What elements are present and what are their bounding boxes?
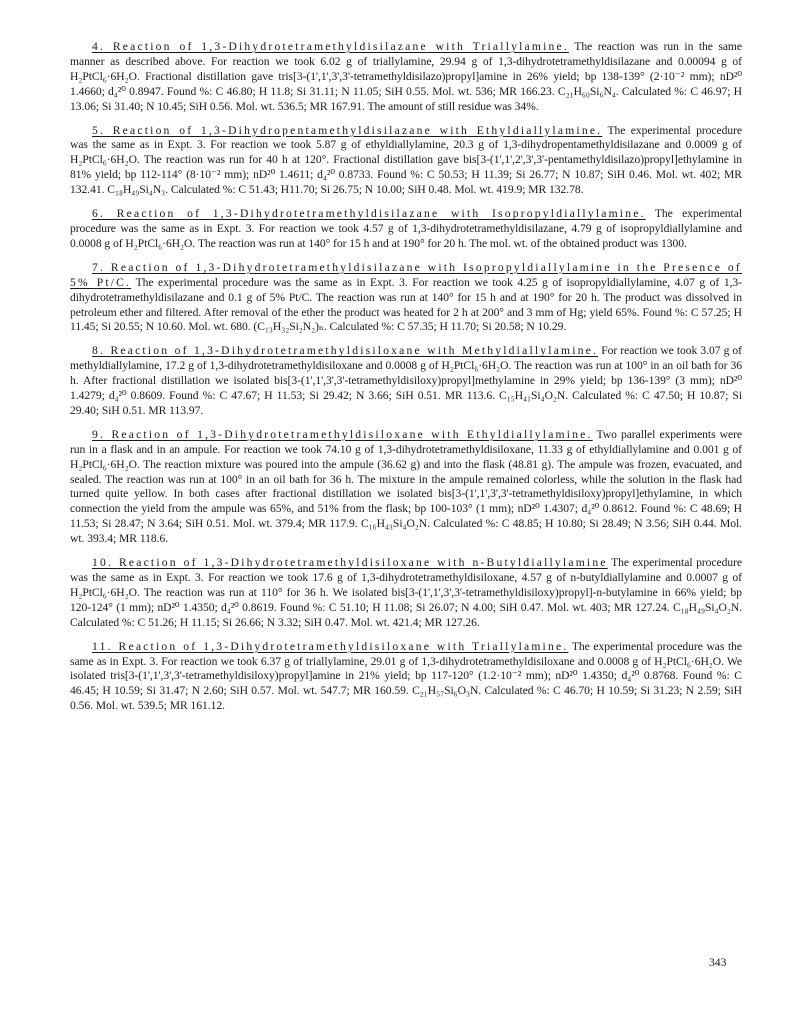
experiment-11-paragraph	[70, 640, 742, 715]
experiment-11-body: The experimental procedure was the same as in Expt. 3. For reaction we took 6.37 g of triallylamine, 29.01 g of 1,3-dihydrotetramethyldisiloxane and 0.0008 g of H₂PtCl₆·6H₂O. We isolated tris[3-(1',1',3',3'-tetramethyldisiloxy)propyl]amine in 21% yield; bp 117-120° (1.2·10⁻² mm); nD²⁰ 1.4350; d₄²⁰ 0.8768. Found %: C 46.45; H 10.59; Si 31.47; N 2.60; SiH 0.57. Mol. wt. 547.7; MR 160.59. C₂₁H₅₇Si₆O₃N. Calculated %: C 46.70; H 10.59; Si 31.23; N 2.59; SiH 0.56. Mol. wt. 539.5; MR 161.12.	[70, 639, 742, 713]
experiment-8-paragraph	[70, 344, 742, 419]
experiment-9-heading: 9. Reaction of 1,3-Dihydrotetramethyldisiloxane with Ethyldiallylamine.	[92, 427, 593, 441]
page-number: 343	[709, 956, 727, 969]
experiment-5-body: The experimental procedure was the same as in Expt. 3. For reaction we took 5.87 g of ethyldiallylamine, 20.3 g of 1,3-dihydropentamethyldisilazane and 0.0009 g of H₂PtCl₆·6H₂O. The reaction was run for 40 h at 120°. Fractional distillation gave bis[3-(1',1',2',3',3'-pentamethyldisilazo)propyl]ethylamine in 81% yield; bp 112-114° (8·10⁻² mm); nD²⁰ 1.4611; d₄²⁰ 0.8733. Found %: C 50.53; H 11.39; Si 26.77; N 10.87; SiH 0.46. Mol. wt. 402; MR 132.41. C₁₈H₄₉Si₄N₃. Calculated %: C 51.43; H11.70; Si 26.75; N 10.00; SiH 0.48. Mol. wt. 419.9; MR 132.78.	[70, 123, 742, 197]
experiment-11-heading: 11. Reaction of 1,3-Dihydrotetramethyldisiloxane with Triallylamine.	[92, 639, 569, 653]
experiment-5-heading: 5. Reaction of 1,3-Dihydropentamethyldisilazane with Ethyldiallylamine.	[92, 123, 603, 137]
experiment-10-paragraph	[70, 556, 742, 631]
experiment-4-body: The reaction was run in the same manner as described above. For reaction we took 6.02 g of triallylamine, 29.94 g of 1,3-dihydrotetramethyldisilazane and 0.00094 g of H₂PtCl₆·6H₂O. Fractional distillation gave tris[3-(1',1',3',3'-tetramethyldisilazo)propyl]amine in 26% yield; bp 138-139° (2·10⁻² mm); nD²⁰ 1.4660; d₄²⁰ 0.8947. Found %: C 46.80; H 11.8; Si 31.11; N 11.05; SiH 0.55. Mol. wt. 536; MR 166.23. C₂₁H₆₀Si₆N₄. Calculated %: C 46.97; H 13.06; Si 31.40; N 10.45; SiH 0.56. Mol. wt. 536.5; MR 167.91. The amount of still residue was 34%.	[70, 40, 743, 113]
experiment-9-paragraph	[70, 428, 742, 547]
experiment-8-body: For reaction we took 3.07 g of methyldiallylamine, 17.2 g of 1,3-dihydrotetramethyldisiloxane and 0.0008 g of H₂PtCl₆·6H₂O. The reaction was run at 100° in an oil bath for 36 h. After fractional distillation we isolated bis[3-(1',1',3',3'-tetramethyldisiloxy)propyl]methylamine in 29% yield; bp 136-139° (3 mm); nD²⁰ 1.4279; d₄²⁰ 0.8609. Found %: C 47.67; H 11.53; Si 29.42; N 3.66; SiH 0.51. MR 113.6. C₁₅H₄₁Si₄O₂N. Calculated %: C 47.50; H 10.87; Si 29.40; SiH 0.51. MR 113.97.	[70, 344, 742, 417]
experiment-10-body: The experimental procedure was the same as in Expt. 3. For reaction we took 17.6 g of 1,3-dihydrotetramethyldisiloxane, 4.57 g of n-butyldiallylamine and 0.0007 g of H₂PtCl₆·6H₂O. The reaction was run at 110° for 36 h. We isolated bis[3-(1',1',3',3'-tetramethyldisiloxy)propyl]-n-butylamine in 66% yield; bp 120-124° (1 mm); nD²⁰ 1.4350; d₄²⁰ 0.8619. Found %: C 51.10; H 11.08; Si 26.07; N 4.00; SiH 0.47. Mol. wt. 403; MR 127.24. C₁₈H₄₉Si₄O₂N. Calculated %: C 51.26; H 11.15; Si 26.66; N 3.32; SiH 0.47. Mol. wt. 421.4; MR 127.26.	[70, 556, 742, 629]
experiment-5-paragraph	[70, 124, 742, 199]
experiment-7-body: The experimental procedure was the same as in Expt. 3. For reaction we took 4.25 g of isopropyldiallylamine, 4.07 g of 1,3-dihydrotetramethyldisilazane and 0.1 g of 5% Pt/C. The reaction was run at 140° for 15 h and at 190° for 20 h. The product was dissolved in petroleum ether and filtered. After removal of the ether the product was heated for 2 h at 200° and 3 mm of Hg; yield 65%. Found %: C 57.25; H 11.45; Si 20.55; N 10.60. Mol. wt. 680. (C₁₃H₃₂Si₂N₂)ₙ. Calculated %: C 57.35; H 11.70; Si 20.58; N 10.29.	[70, 275, 742, 334]
experiment-4-paragraph	[70, 40, 742, 115]
experiment-4-heading: 4. Reaction of 1,3-Dihydrotetramethyldisilazane with Triallylamine.	[92, 40, 569, 53]
experiment-10-heading: 10. Reaction of 1,3-Dihydrotetramethyldisiloxane with n-Butyldiallylamine	[92, 556, 608, 570]
experiment-9-body: Two parallel experiments were run in a flask and in an ampule. For reaction we took 74.10 g of 1,3-dihydrotetramethyldisiloxane, 11.33 g of ethyldiallylamine and 0.001 g of H₂PtCl₆·6H₂O. The reaction mixture was poured into the ampule (36.62 g) and into the flask (48.81 g). The ampule was frozen, evacuated, and sealed. The reaction was run at 100° in an oil bath for 36 h. The mixture in the ampule remained colorless, while the solution in the flask had turned quite yellow. In both cases after fractional distillation we isolated bis[3-(1',1',3',3'-tetramethyldisiloxy)propyl]ethylamine, in which connection the yield from the ampule was 65%, and 51% from the flask; bp 100-103° (1 mm); nD²⁰ 1.4307; d₄²⁰ 0.8612. Found %: C 48.69; H 11.53; Si 28.47; N 3.64; SiH 0.51. Mol. wt. 379.4; MR 117.9. C₁₆H₄₃Si₄O₂N. Calculated %: C 48.85; H 10.80; Si 28.49; N 3.56; SiH 0.44. Mol. wt. 393.4; MR 118.6.	[70, 427, 742, 546]
experiment-7-heading: 7. Reaction of 1,3-Dihydrotetramethyldisilazane with Isopropyldiallylamine in the Presence of 5% Pt/C.	[70, 260, 742, 289]
experiment-6-heading: 6. Reaction of 1,3-Dihydrotetramethyldisilazane with Isopropyldiallylamine.	[92, 207, 646, 221]
experiment-6-body: The experimental procedure was the same as in Expt. 3. For reaction we took 4.57 g of 1,3-dihydrotetramethyldisilazane, 4.79 g of isopropyldiallylamine and 0.0008 g of H₂PtCl₆·6H₂O. The reaction was run at 140° for 15 h and at 190° for 20 h. The mol. wt. of the obtained product was 1300.	[70, 207, 742, 250]
experiment-6-paragraph	[70, 207, 742, 252]
document-page	[70, 40, 742, 723]
experiment-8-heading: 8. Reaction of 1,3-Dihydrotetramethyldisiloxane with Methyldiallylamine.	[92, 344, 599, 358]
experiment-7-paragraph	[70, 261, 742, 336]
